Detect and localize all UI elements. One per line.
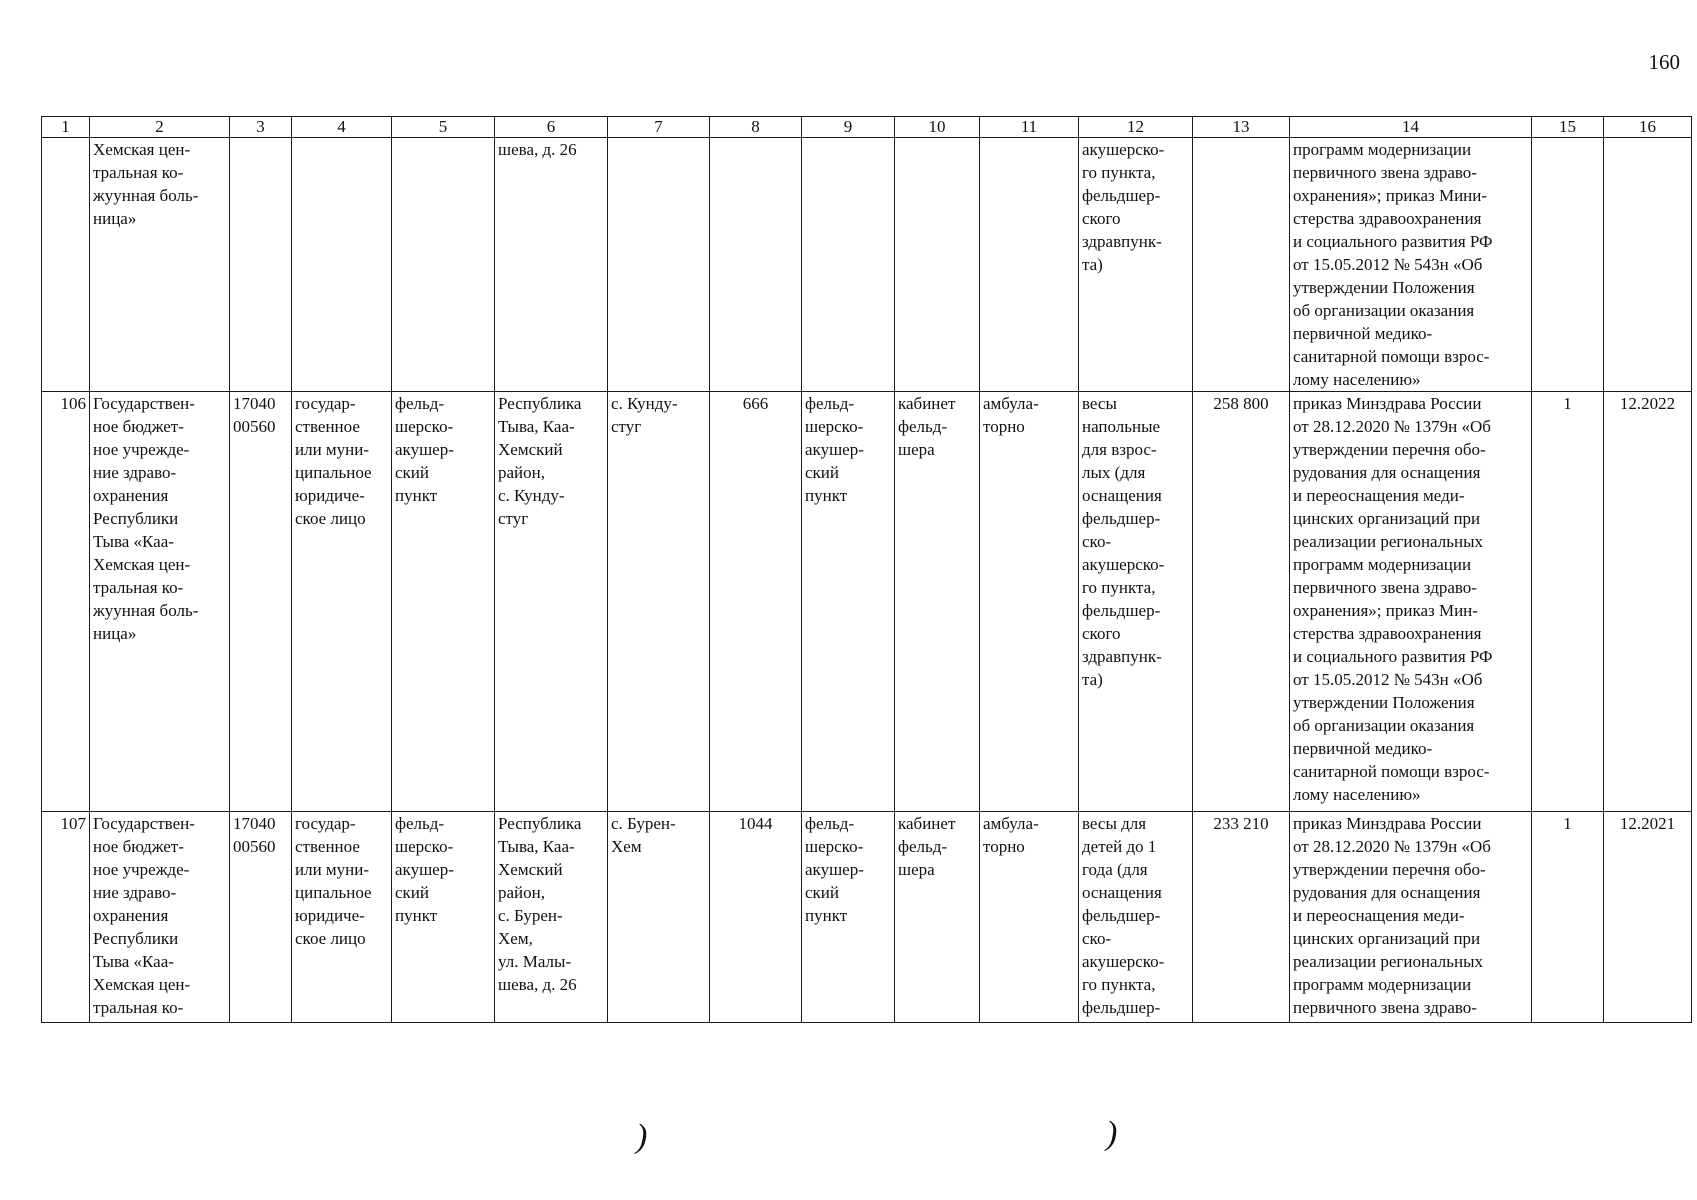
cost-cell (1193, 138, 1290, 392)
header-cell: 5 (392, 117, 495, 138)
care-form-cell: амбула- торно (980, 392, 1079, 812)
address-cell: Республика Тыва, Каа- Хемский район, с. Бурен- Хем, ул. Малы- шева, д. 26 (495, 812, 608, 1023)
equipment-cell: весы напольные для взрос- лых (для оснащения фельдшер- ско- акушерско- го пункта, фельдшер- ского здравпунк- та) (1079, 392, 1193, 812)
page-number: 160 (1648, 50, 1680, 74)
quantity-cell: 1 (1532, 392, 1604, 812)
table-row (42, 138, 1692, 392)
code-cell: 17040 00560 (230, 392, 292, 812)
header-cell: 16 (1604, 117, 1692, 138)
header-cell: 15 (1532, 117, 1604, 138)
header-cell: 9 (802, 117, 895, 138)
unit-type-cell (392, 138, 495, 392)
date-cell: 12.2022 (1604, 392, 1692, 812)
header-cell: 1 (42, 117, 90, 138)
locality-cell (608, 138, 710, 392)
address-cell: шева, д. 26 (495, 138, 608, 392)
cost-cell: 258 800 (1193, 392, 1290, 812)
table-row (42, 812, 1692, 1023)
row-number-cell (42, 138, 90, 392)
room-cell (895, 138, 980, 392)
unit-type-cell: фельд- шерско- акушер- ский пункт (392, 812, 495, 1023)
header-cell: 10 (895, 117, 980, 138)
care-form-cell: амбула- торно (980, 812, 1079, 1023)
equipment-cell: весы для детей до 1 года (для оснащения фельдшер- ско- акушерско- го пункта, фельдшер- (1079, 812, 1193, 1023)
row-number-cell: 107 (42, 812, 90, 1023)
header-cell: 13 (1193, 117, 1290, 138)
header-cell: 6 (495, 117, 608, 138)
organization-cell: Государствен- ное бюджет- ное учрежде- ние здраво- охранения Республики Тыва «Каа- Хемская цен- тральная ко- жуунная боль- ница» (90, 392, 230, 812)
population-cell: 666 (710, 392, 802, 812)
regulation-cell: приказ Минздрава России от 28.12.2020 № 1379н «Об утверждении перечня обо- рудования для оснащения и переоснащения меди- цинских организаций при реализации региональных программ модернизации первичного звена здраво- охранения»; приказ Мин- стерства здравоохранения и социального развития РФ от 15.05.2012 № 543н «Об утверждении Положения об организации оказания первичной медико- санитарной помощи взрос- лому населению» (1290, 392, 1532, 812)
facility-cell (802, 138, 895, 392)
table-row (42, 392, 1692, 812)
population-cell: 1044 (710, 812, 802, 1023)
locality-cell: с. Бурен- Хем (608, 812, 710, 1023)
facility-cell: фельд- шерско- акушер- ский пункт (802, 812, 895, 1023)
organization-cell: Хемская цен- тральная ко- жуунная боль- ница» (90, 138, 230, 392)
quantity-cell: 1 (1532, 812, 1604, 1023)
header-cell: 14 (1290, 117, 1532, 138)
quantity-cell (1532, 138, 1604, 392)
cost-cell: 233 210 (1193, 812, 1290, 1023)
regulation-cell: программ модернизации первичного звена здраво- охранения»; приказ Мини- стерства здравоохранения и социального развития РФ от 15.05.2012 № 543н «Об утверждении Положения об организации оказания первичной медико- санитарной помощи взрос- лому населению» (1290, 138, 1532, 392)
header-cell: 7 (608, 117, 710, 138)
room-cell: кабинет фельд- шера (895, 812, 980, 1023)
locality-cell: с. Кунду- стуг (608, 392, 710, 812)
date-cell (1604, 138, 1692, 392)
equipment-cell: акушерско- го пункта, фельдшер- ского здравпунк- та) (1079, 138, 1193, 392)
scan-mark: ) (636, 1118, 648, 1155)
header-cell: 4 (292, 117, 392, 138)
equipment-table (41, 116, 1692, 1023)
scan-mark: ) (1106, 1115, 1118, 1152)
legal-form-cell: государ- ственное или муни- ципальное юридиче- ское лицо (292, 812, 392, 1023)
header-cell: 3 (230, 117, 292, 138)
care-form-cell (980, 138, 1079, 392)
legal-form-cell (292, 138, 392, 392)
regulation-cell: приказ Минздрава России от 28.12.2020 № 1379н «Об утверждении перечня обо- рудования для оснащения и переоснащения меди- цинских организаций при реализации региональных программ модернизации первичного звена здраво- (1290, 812, 1532, 1023)
table-header-row (42, 117, 1692, 138)
header-cell: 2 (90, 117, 230, 138)
room-cell: кабинет фельд- шера (895, 392, 980, 812)
population-cell (710, 138, 802, 392)
header-cell: 11 (980, 117, 1079, 138)
row-number-cell: 106 (42, 392, 90, 812)
header-cell: 12 (1079, 117, 1193, 138)
code-cell: 17040 00560 (230, 812, 292, 1023)
address-cell: Республика Тыва, Каа- Хемский район, с. Кунду- стуг (495, 392, 608, 812)
organization-cell: Государствен- ное бюджет- ное учрежде- ние здраво- охранения Республики Тыва «Каа- Хемская цен- тральная ко- (90, 812, 230, 1023)
date-cell: 12.2021 (1604, 812, 1692, 1023)
code-cell (230, 138, 292, 392)
header-cell: 8 (710, 117, 802, 138)
facility-cell: фельд- шерско- акушер- ский пункт (802, 392, 895, 812)
legal-form-cell: государ- ственное или муни- ципальное юридиче- ское лицо (292, 392, 392, 812)
unit-type-cell: фельд- шерско- акушер- ский пункт (392, 392, 495, 812)
